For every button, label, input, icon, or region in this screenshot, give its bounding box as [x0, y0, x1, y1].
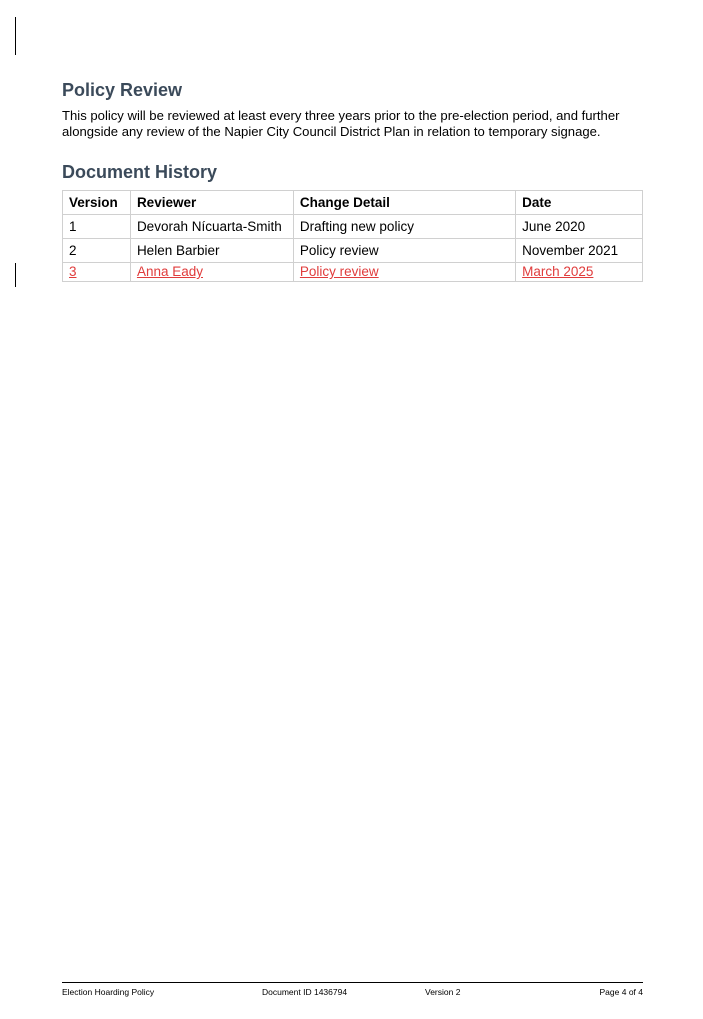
- column-header-version: Version: [63, 191, 131, 215]
- cell-version: 2: [63, 239, 131, 263]
- policy-review-heading: Policy Review: [62, 80, 183, 100]
- cell-reviewer: Devorah Nícuarta-Smith: [130, 215, 293, 239]
- cell-reviewer: Anna Eady: [130, 263, 293, 282]
- cell-date: November 2021: [516, 239, 643, 263]
- table-row: [63, 215, 643, 239]
- cell-change-detail: Drafting new policy: [293, 215, 515, 239]
- cell-date: March 2025: [516, 263, 643, 282]
- column-header-change-detail: Change Detail: [293, 191, 515, 215]
- column-header-reviewer: Reviewer: [130, 191, 293, 215]
- policy-review-paragraph: This policy will be reviewed at least every three years prior to the pre-election period, and further alongside any review of the Napier City Council District Plan in relation to temporary signage.: [62, 108, 620, 139]
- document-history-heading: Document History: [62, 162, 218, 182]
- table-row: [63, 239, 643, 263]
- footer-document-id: Document ID 1436794: [262, 987, 348, 997]
- footer-document-title: Election Hoarding Policy: [62, 987, 155, 997]
- cell-version: 1: [63, 215, 131, 239]
- change-bar-top: [15, 17, 16, 55]
- cell-change-detail: Policy review: [293, 263, 515, 282]
- cell-version: 3: [63, 263, 131, 282]
- table-header-row: [63, 191, 643, 215]
- page-footer: [62, 982, 643, 1001]
- footer-page-number: Page 4 of 4: [599, 987, 643, 997]
- column-header-date: Date: [516, 191, 643, 215]
- document-history-table: [62, 190, 643, 282]
- cell-change-detail: Policy review: [293, 239, 515, 263]
- cell-date: June 2020: [516, 215, 643, 239]
- change-bar-row-3: [15, 263, 16, 287]
- table-row-tracked-insertion: [63, 263, 643, 282]
- footer-version: Version 2: [425, 987, 461, 997]
- cell-reviewer: Helen Barbier: [130, 239, 293, 263]
